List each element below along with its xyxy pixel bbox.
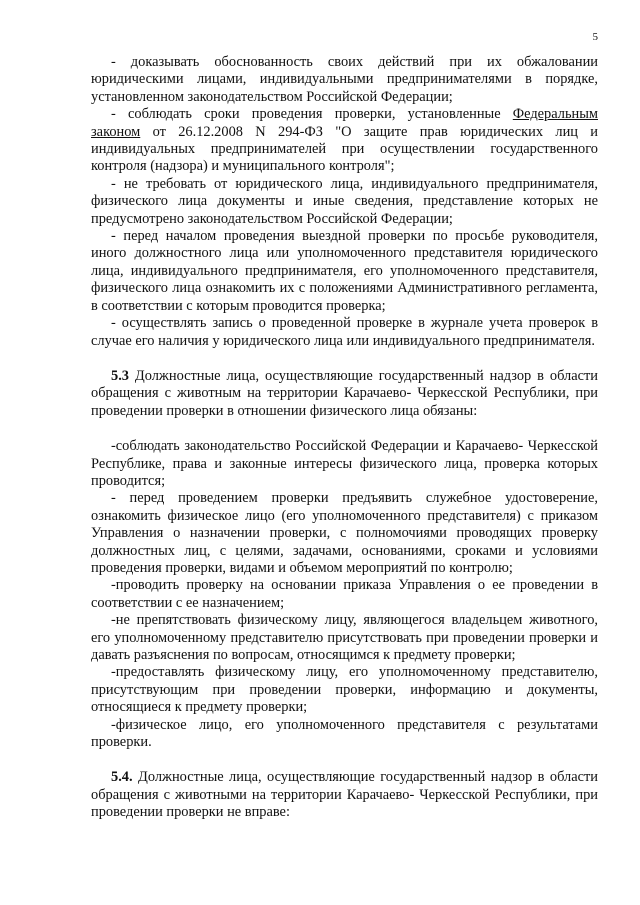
section-5-3 [91,368,598,420]
document-body [91,54,598,822]
duty-item: - доказывать обоснованность своих действий при их обжаловании юридическими лицами, индивидуальными предпринимателями в порядке, установленном законодательством Российской Федерации; [91,54,598,105]
duty-item: -предоставлять физическому лицу, его уполномоченному представителю, присутствующим при проведении проверки, информацию и документы, относящиеся к предмету проверки; [91,664,598,716]
page-number: 5 [592,31,598,43]
spacer [91,350,598,368]
spacer [91,751,598,769]
duty-item: - перед началом проведения выездной проверки по просьбе руководителя, иного должностного лица или уполномоченного представителя юридического лица, индивидуального предпринимателя, его уполномоченного представителя, физического лица ознакомить их с положениями Административного регламента, в соответствии с которым проводится проверка; [91,228,598,314]
spacer [91,420,598,438]
duty-item: -физическое лицо, его уполномоченного представителя с результатами проверки. [91,716,598,751]
duty-item: - не требовать от юридического лица, индивидуального предпринимателя, физического лица документы и иные сведения, представление которых не предусмотрено законодательством Российской Федерации; [91,175,598,227]
duty-text-before: - соблюдать сроки проведения проверки, установленные [111,106,513,123]
section-5-4 [91,769,598,821]
section-number: 5.3 [111,367,129,384]
duty-item: - осуществлять запись о проведенной проверке в журнале учета проверок в случае его наличия у юридического лица или индивидуального предпринимателя. [91,315,598,349]
federal-law-link[interactable]: Федеральным законом [91,106,598,140]
duty-item: - перед проведением проверки предъявить служебное удостоверение, ознакомить физическое лицо (его уполномоченного представителя) с приказом Управления о назначении проверки, с полномочиями проводящих проверку должностных лиц, с целями, задачами, основаниями, сроками и условиями проведения проверки, видами и объемом мероприятий по контролю; [91,490,598,576]
section-text: Должностные лица, осуществляющие государственный надзор в области обращения с животным на территории Карачаево- Черкесской Республики, при проведении проверки в отношении физического лица обязаны: [91,367,598,419]
duty-item-with-law-reference [91,106,598,176]
duty-item: -проводить проверку на основании приказа Управления о ее проведении в соответствии с ее назначением; [91,577,598,611]
duty-item: -соблюдать законодательство Российской Федерации и Карачаево- Черкесской Республике, права и законные интересы физического лица, проверка которых проводится; [91,438,598,489]
duty-item: -не препятствовать физическому лицу, являющегося владельцем животного, его уполномоченному представителю присутствовать при проведении проверки и давать разъяснения по вопросам, относящимся к предмету проверки; [91,612,598,663]
section-text: Должностные лица, осуществляющие государственный надзор в области обращения с животными на территории Карачаево- Черкесской Республики, при проведении проверки не вправе: [91,769,598,821]
section-number: 5.4. [111,769,133,786]
duty-text-after: от 26.12.2008 N 294-ФЗ "О защите прав юридических лиц и индивидуальных предпринимателей при осуществлении государственного контроля (надзора) и муниципального контроля"; [91,123,598,175]
